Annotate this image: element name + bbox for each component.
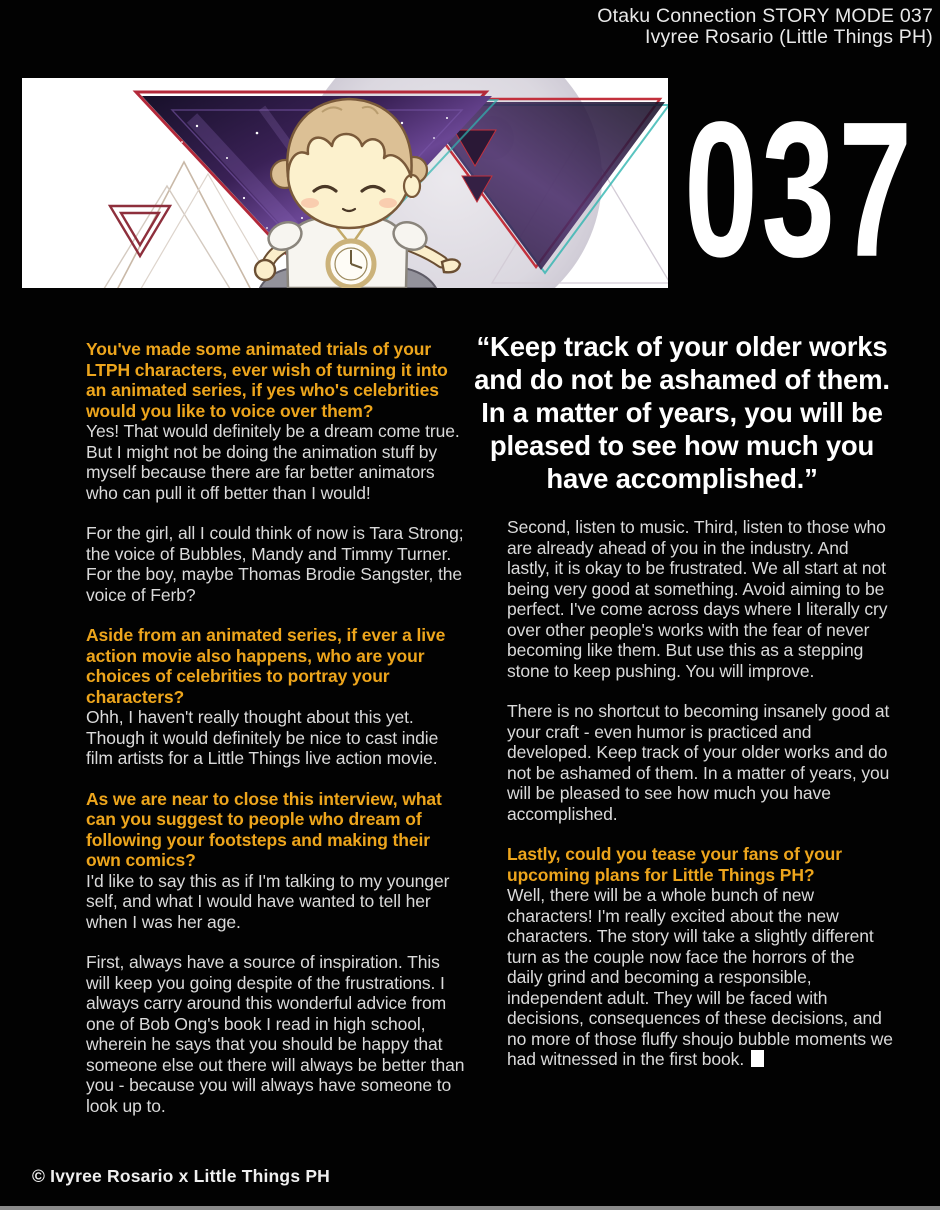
question: You've made some animated trials of your LTPH characters, ever wish of turning it into an animated series, if yes who's celebrities would you like to voice over them? bbox=[86, 339, 448, 421]
question: Lastly, could you tease your fans of your upcoming plans for Little Things PH? bbox=[507, 844, 842, 885]
pull-quote: “Keep track of your older works and do not be ashamed of them. In a matter of years, you will be pleased to see how much you have accomplished.” bbox=[474, 331, 890, 494]
answer: Second, listen to music. Third, listen to those who are already ahead of you in the industry. And lastly, it is okay to be frustrated. We all start at not being very good at something. Avoid aiming to be perfect. I've come across days where I literally cry over other people's works with the fear of never becoming like them. But use this as a stepping stone to keep pushing. You will improve. bbox=[507, 517, 888, 681]
answer: Yes! That would definitely be a dream come true. But I might not be doing the animation stuff by myself because there are far better animators who can pull it off better than I would! bbox=[86, 421, 460, 503]
header-publication-title: Otaku Connection STORY MODE 037 bbox=[597, 5, 933, 27]
answer: I'd like to say this as if I'm talking to my younger self, and what I would have wanted to tell her when I was her age. bbox=[86, 870, 450, 932]
question: As we are near to close this interview, what can you suggest to people who dream of following your footsteps and making their own comics? bbox=[86, 788, 442, 870]
answer: Well, there will be a whole bunch of new characters! I'm really excited about the new characters. The story will take a slightly different turn as the couple now face the horrors of the daily grind and becoming a responsible, independent adult. They will be faced with decisions, consequences of these decisions, and no more of those fluffy shoujo bubble moments we had witnessed in the first book. bbox=[507, 885, 893, 1069]
issue-number bbox=[660, 82, 940, 297]
right-column-body bbox=[507, 517, 894, 1070]
issue-number-text: 037 bbox=[684, 82, 916, 297]
article-end-square-icon bbox=[751, 1050, 764, 1067]
footer-copyright: © Ivyree Rosario x Little Things PH bbox=[32, 1166, 331, 1186]
question: Aside from an animated series, if ever a live action movie also happens, who are your choices of celebrities to portray your characters? bbox=[86, 625, 446, 707]
interview-right-column bbox=[470, 330, 894, 1070]
page-header bbox=[597, 6, 933, 47]
answer: First, always have a source of inspiration. This will keep you going despite of the frustrations. I always carry around this wonderful advice from one of Bob Ong's book I read in high school, wherein he says that you should be happy that someone else out there will always be better than you - because you will always have someone to look up to. bbox=[86, 952, 465, 1116]
bottom-edge-strip bbox=[0, 1206, 940, 1210]
header-author: Ivyree Rosario (Little Things PH) bbox=[644, 25, 933, 48]
interview-left-column bbox=[86, 339, 466, 1116]
banner-illustration bbox=[22, 78, 668, 288]
answer: There is no shortcut to becoming insanely good at your craft - even humor is practiced and developed. Keep track of your older works and do not be ashamed of them. In a matter of years, you will be pleased to see how much you have accomplished. bbox=[507, 701, 890, 824]
banner-artwork bbox=[22, 78, 668, 288]
answer: For the girl, all I could think of now is Tara Strong; the voice of Bubbles, Mandy and Timmy Turner. For the boy, maybe Thomas Brodie Sangster, the voice of Ferb? bbox=[86, 523, 464, 605]
answer: Ohh, I haven't really thought about this yet. Though it would definitely be nice to cast indie film artists for a Little Things live action movie. bbox=[86, 707, 439, 768]
